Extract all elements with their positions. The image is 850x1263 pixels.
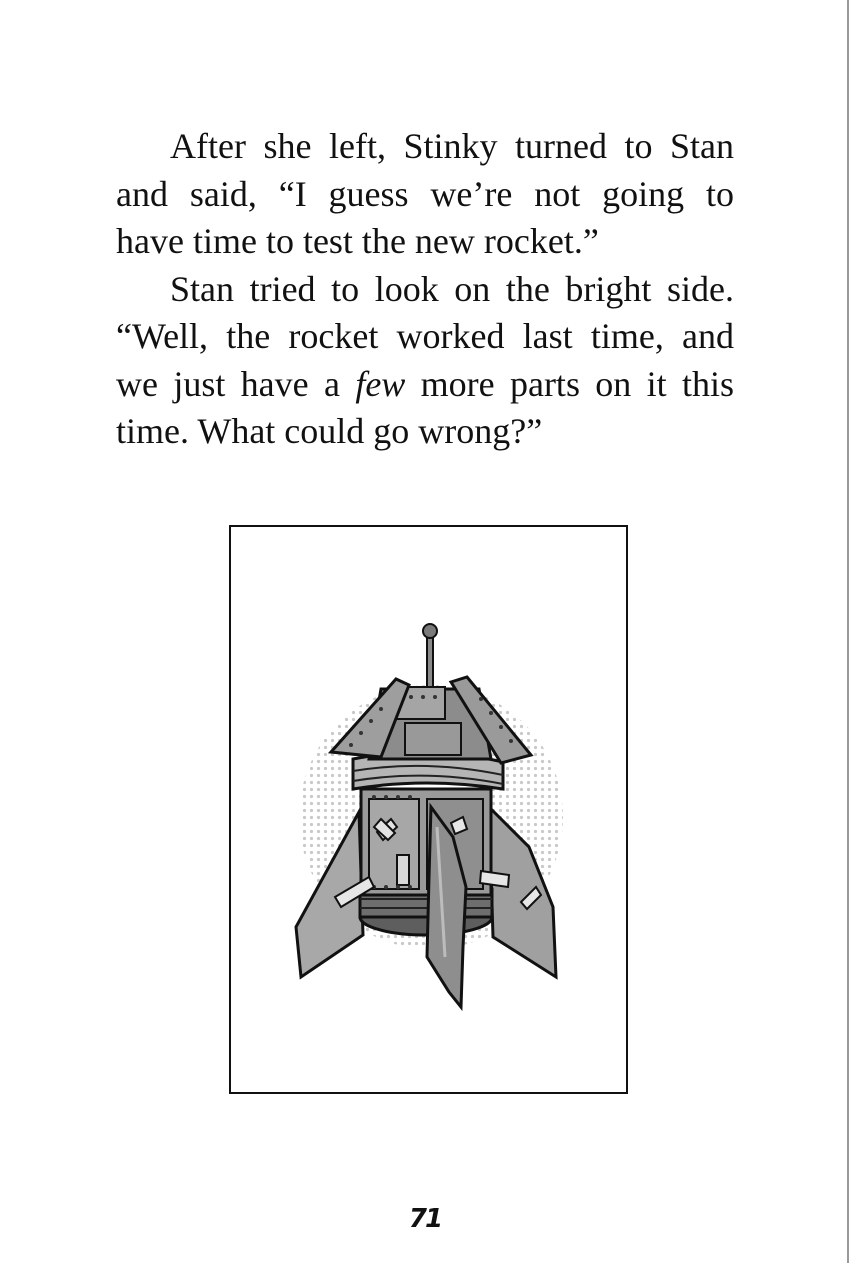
text-line-5: “Well, the rocket worked last time, and	[116, 316, 734, 356]
text-line-2: and said, “I guess we’re not going to	[116, 173, 734, 214]
emphasis-few: few	[355, 363, 406, 404]
text-line-4: Stan tried to look on the bright side.	[170, 268, 734, 309]
page-edge-line	[847, 0, 849, 1263]
rocket-nose-cone	[331, 677, 531, 763]
text-line-7: time. What could go wrong?”	[116, 411, 543, 451]
body-text	[116, 123, 734, 456]
rocket-illustration-frame	[229, 525, 628, 1094]
text-line-1: After she left, Stinky turned to Stan	[170, 126, 734, 166]
text-line-3: have time to test the new rocket.”	[116, 221, 599, 261]
text-line-6-start: we just have a	[116, 363, 356, 404]
text-line-6-end: more parts on it this	[405, 363, 734, 404]
text-line-6	[116, 361, 734, 409]
page-number: 71	[408, 1204, 442, 1234]
rocket-illustration	[231, 527, 626, 1092]
rocket-antenna	[423, 624, 437, 687]
